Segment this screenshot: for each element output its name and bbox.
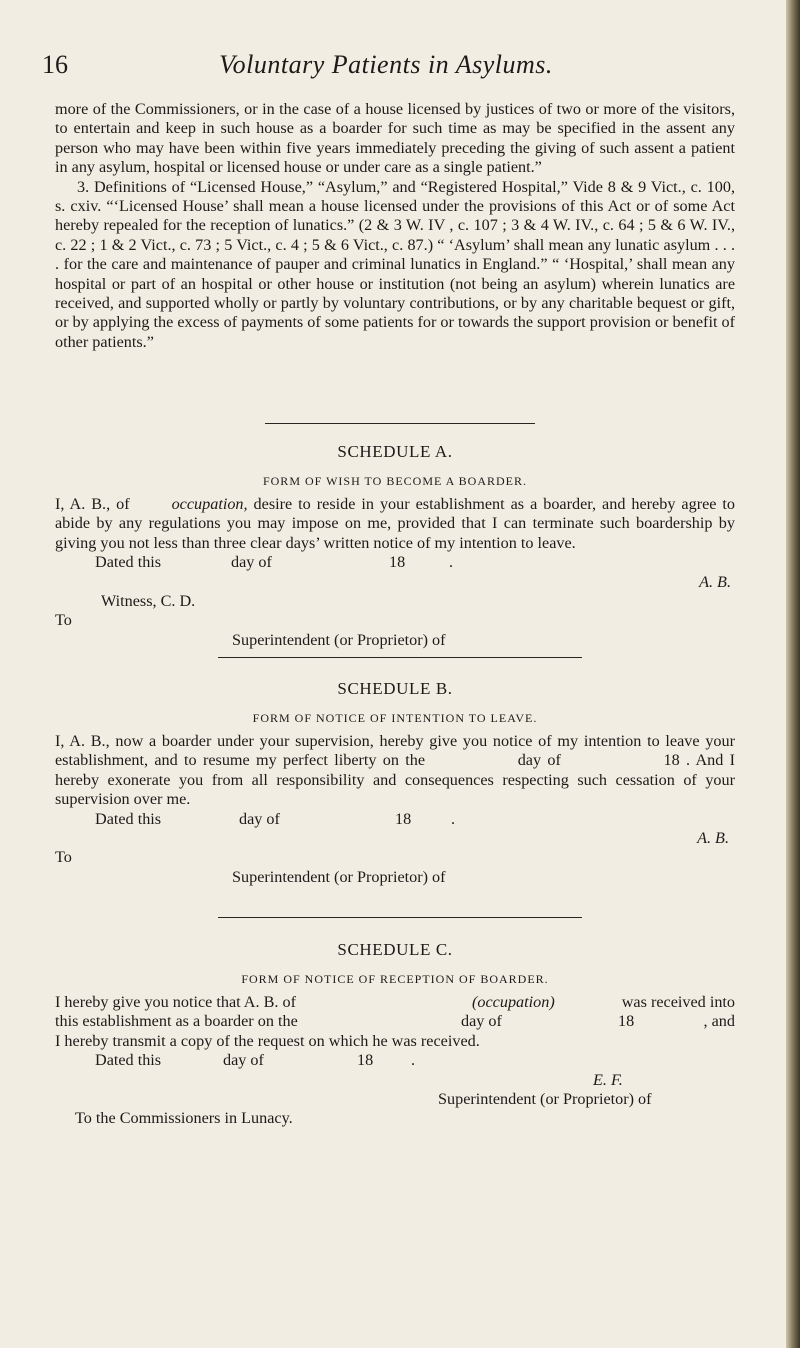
- schedule-c-period: .: [411, 1051, 416, 1070]
- schedule-c: [55, 940, 735, 1129]
- schedule-b-title: SCHEDULE B.: [337, 679, 453, 698]
- schedule-c-dated-line: [55, 1051, 735, 1070]
- schedule-a-period: .: [449, 553, 454, 572]
- schedule-c-line-3: [55, 1032, 735, 1051]
- schedule-c-line1-start: I hereby give you notice that A. B. of: [55, 993, 296, 1011]
- schedule-c-to: To the Commissioners in Lunacy.: [75, 1109, 293, 1128]
- section-divider: [218, 657, 582, 658]
- schedule-c-line2-year: 18: [618, 1012, 635, 1031]
- intro-text: [55, 100, 735, 352]
- schedule-c-day-of: day of: [223, 1051, 264, 1070]
- schedule-b-signature: A. B.: [697, 829, 729, 848]
- schedule-a-occupation: occupation,: [171, 495, 248, 513]
- schedule-c-line-2: [55, 1012, 735, 1031]
- schedule-b-signature-line: [55, 829, 735, 848]
- section-divider: [265, 423, 535, 424]
- schedule-c-line2-day: day of: [461, 1012, 502, 1031]
- schedule-c-form-title: FORM OF NOTICE OF RECEPTION OF BOARDER.: [241, 972, 549, 986]
- schedule-b-body-start: I, A. B., now a boarder under your supervision, hereby give you notice of my intention to leave your establishment, and to resume my perfect liberty on the: [55, 732, 735, 770]
- schedule-a-to-line: [55, 611, 735, 630]
- definitions-paragraph: 3. Definitions of “Licensed House,” “Asylum,” and “Registered Hospital,” Vide 8 & 9 Vict., c. 100, s. cxiv. “‘Licensed House’ shall mean a house licensed under the provisions of this Act or of some Act hereby repealed for the reception of lunatics.” (2 & 3 W. IV , c. 107 ; 3 & 4 W. IV., c. 64 ; 5 & 6 W. IV., c. 22 ; 1 & 2 Vict., c. 73 ; 5 Vict., c. 4 ; 5 & 6 Vict., c. 87.) “ ‘Asylum’ shall mean any lunatic asylum . . . . for the care and maintenance of pauper and criminal lunatics in England.” “ ‘Hospital,’ shall mean any hospital or part of an hospital or other house or institution (not being an asylum) wherein lunatics are received, and supported wholly or partly by voluntary contributions, or by any charitable bequest or gift, or by applying the excess of payments of some patients for or towards the support provision or benefit of other patients.”: [55, 177, 735, 351]
- schedule-b-day-of: day of: [517, 751, 561, 770]
- schedule-b-to: To: [55, 848, 72, 867]
- schedule-a-body-rest: desire to reside in your establishment as a boarder, and hereby agree to abide by any regulations you may impose on me, provided that I can terminate such boardership by giving you not less than three clear days’ written notice of my intention to leave.: [55, 495, 736, 552]
- schedule-a-day-of: day of: [231, 553, 272, 572]
- schedule-a-dated-line: [55, 553, 735, 572]
- schedule-a-superintendent: Superintendent (or Proprietor) of: [232, 630, 446, 649]
- schedule-a-form-title: FORM OF WISH TO BECOME A BOARDER.: [262, 474, 528, 488]
- schedule-c-signature-line: [55, 1071, 735, 1090]
- schedule-a-signature-line: [55, 573, 735, 592]
- schedule-b-form-title: FORM OF NOTICE OF INTENTION TO LEAVE.: [252, 711, 538, 725]
- schedule-c-superintendent: Superintendent (or Proprietor) of: [438, 1089, 652, 1108]
- book-spine-shadow: [786, 0, 800, 1348]
- schedule-b-year: 18: [663, 751, 680, 770]
- schedule-c-superintendent-line: [55, 1090, 735, 1109]
- schedule-a-signature: A. B.: [699, 572, 731, 591]
- schedule-a: [55, 442, 735, 650]
- schedule-c-line2-end: , and: [703, 1012, 735, 1031]
- schedule-a-witness: Witness, C. D.: [101, 592, 196, 610]
- schedule-b-body-end: . And I hereby exonerate you from all responsibility and consequences respecting such cessation of your supervision over me.: [55, 751, 736, 809]
- section-divider: [218, 917, 582, 918]
- schedule-a-year: 18: [389, 553, 406, 572]
- schedule-a-dated: Dated this: [95, 553, 162, 572]
- schedule-c-line-1: [55, 993, 735, 1012]
- schedule-c-signature: E. F.: [593, 1070, 623, 1089]
- schedule-b: [55, 679, 735, 887]
- schedule-c-occupation: (occupation): [472, 993, 555, 1011]
- schedule-b-dated: Dated this: [95, 809, 162, 828]
- schedule-c-title: SCHEDULE C.: [337, 940, 453, 959]
- schedule-b-dated-line: [55, 810, 735, 829]
- schedule-b-to-line: [55, 848, 735, 867]
- schedule-c-dated: Dated this: [95, 1051, 162, 1070]
- page-header: [36, 50, 736, 90]
- schedule-c-year: 18: [357, 1051, 374, 1070]
- schedule-b-period: .: [451, 809, 456, 828]
- schedule-a-body: [55, 495, 735, 553]
- schedule-b-superintendent-line: [55, 868, 735, 887]
- schedule-b-day-of-2: day of: [239, 809, 280, 828]
- schedule-a-title: SCHEDULE A.: [337, 442, 453, 461]
- schedule-a-superintendent-line: [55, 631, 735, 650]
- schedule-a-witness-line: [55, 592, 735, 611]
- schedule-c-to-line: [55, 1109, 735, 1128]
- schedule-a-name: I, A. B., of: [55, 495, 130, 513]
- page-number: 16: [42, 50, 68, 79]
- schedule-c-line3: I hereby transmit a copy of the request on which he was received.: [55, 1031, 480, 1050]
- intro-paragraph-continued: more of the Commissioners, or in the case of a house licensed by justices of two or more of the visitors, to entertain and keep in such house as a boarder for such time as may be specified in the assent any person who may have been within five years immediately preceding the giving of such assent a patient in any asylum, hospital or licensed house or under care as a single patient.”: [55, 100, 735, 177]
- schedule-b-year-2: 18: [395, 809, 412, 828]
- schedule-b-superintendent: Superintendent (or Proprietor) of: [232, 867, 446, 886]
- schedule-c-line2-start: this establishment as a boarder on the: [55, 1012, 298, 1031]
- running-title: Voluntary Patients in Asylums.: [219, 50, 553, 79]
- schedule-c-line1-end: was received into: [621, 993, 735, 1011]
- schedule-b-body: [55, 732, 735, 810]
- schedule-a-to: To: [55, 611, 72, 630]
